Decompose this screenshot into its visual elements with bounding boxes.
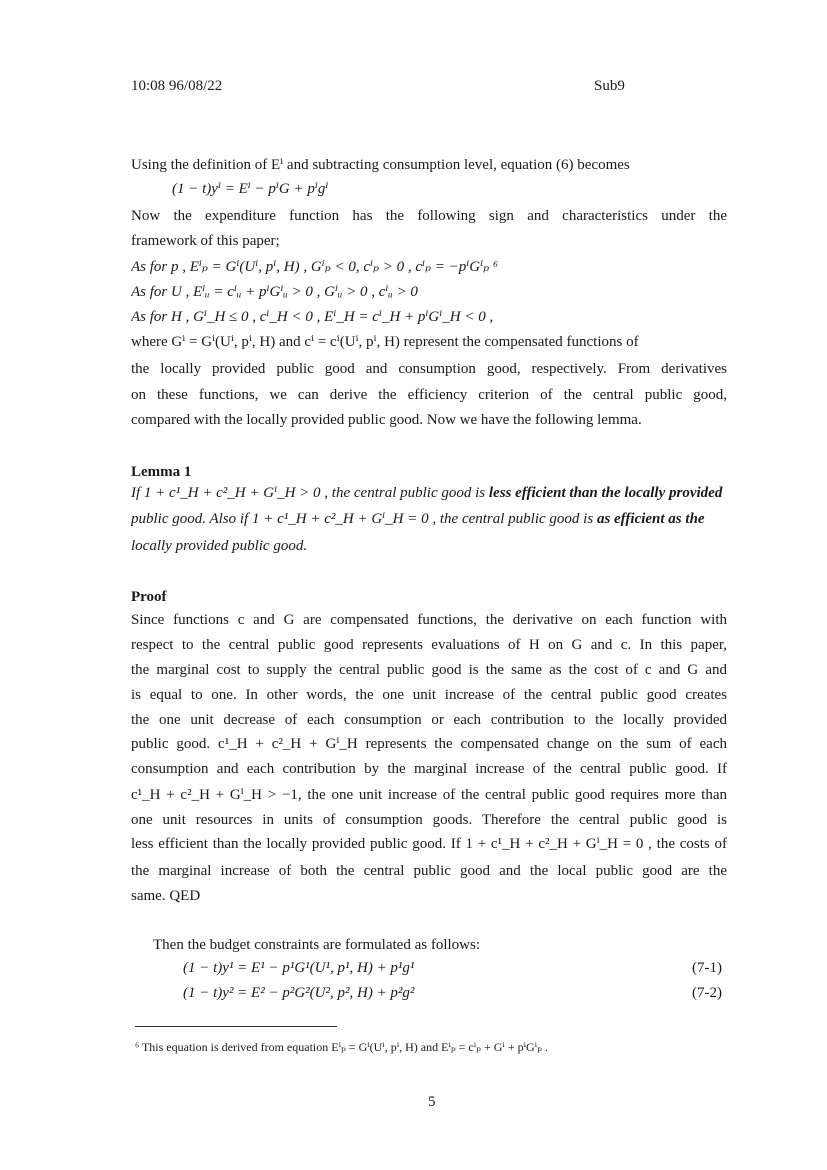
para1-line2: Now the expenditure function has the following sign and characteristics under the bbox=[131, 208, 727, 224]
lemma-title: Lemma 1 bbox=[131, 464, 192, 480]
proof-line: respect to the central public good represents evaluations of H on G and c. In this paper, bbox=[131, 637, 727, 653]
lemma-line3: locally provided public good. bbox=[131, 538, 308, 554]
footnote-rule bbox=[135, 1026, 337, 1027]
equation-7-2-number: (7-2) bbox=[692, 985, 722, 1001]
proof-line: public good. c¹_H + c²_H + Gⁱ_H represents the compensated change on the sum of each bbox=[131, 736, 727, 752]
proof-line: less efficient than the locally provided public good. If 1 + c¹_H + c²_H + Gⁱ_H = 0 , the costs of bbox=[131, 836, 727, 852]
equation-7-1: (1 − t)y¹ = E¹ − p¹G¹(U¹, p¹, H) + p¹g¹ bbox=[183, 960, 415, 976]
page-number: 5 bbox=[428, 1094, 436, 1110]
proof-line: c¹_H + c²_H + Gⁱ_H > −1, the one unit increase of the central public good requires more than bbox=[131, 787, 727, 803]
lemma-line2 bbox=[131, 506, 727, 532]
proof-qed: same. QED bbox=[131, 888, 201, 904]
equation-7-1-number: (7-1) bbox=[692, 960, 722, 976]
budget-intro: Then the budget constraints are formulated as follows: bbox=[153, 937, 480, 953]
lemma-emphasis-2: as efficient as the bbox=[596, 511, 705, 527]
para1-line1: Using the definition of Eⁱ and subtracting consumption level, equation (6) becomes bbox=[131, 157, 630, 173]
equation-6-rewritten: (1 − t)yⁱ = Eⁱ − pⁱG + pⁱgⁱ bbox=[172, 181, 329, 197]
condition-u: As for U , Eⁱᵤ = cⁱᵤ + pⁱGⁱᵤ > 0 , Gⁱᵤ > 0 , cⁱᵤ > 0 bbox=[131, 284, 418, 300]
para1-line5: the locally provided public good and consumption good, respectively. From derivatives bbox=[131, 361, 727, 377]
proof-line: is equal to one. In other words, the one unit increase of the central public good creates bbox=[131, 687, 727, 703]
proof-line: the one unit decrease of each consumption or each contribution to the locally provided bbox=[131, 712, 727, 728]
para1-line3: framework of this paper; bbox=[131, 233, 280, 249]
proof-line: the marginal increase of both the central public good and the local public good are the bbox=[131, 863, 727, 879]
proof-line: Since functions c and G are compensated functions, the derivative on each function with bbox=[131, 612, 727, 628]
condition-h: As for H , Gⁱ_H ≤ 0 , cⁱ_H < 0 , Eⁱ_H = cⁱ_H + pⁱGⁱ_H < 0 , bbox=[131, 309, 494, 325]
lemma-line2-text: public good. Also if 1 + c¹_H + c²_H + Gⁱ_H = 0 , the central public good is bbox=[131, 511, 597, 527]
lemma-emphasis-1: less efficient than the locally provided bbox=[488, 485, 723, 501]
para1-line4: where Gⁱ = Gⁱ(Uⁱ, pⁱ, H) and cⁱ = cⁱ(Uⁱ, pⁱ, H) represent the compensated functions of bbox=[131, 334, 639, 350]
header-doc-id: Sub9 bbox=[594, 78, 625, 94]
proof-title: Proof bbox=[131, 589, 167, 605]
lemma-line1 bbox=[131, 480, 727, 506]
equation-7-2: (1 − t)y² = E² − p²G²(U², p², H) + p²g² bbox=[183, 985, 415, 1001]
lemma-line1-text: If 1 + c¹_H + c²_H + Gⁱ_H > 0 , the central public good is bbox=[131, 485, 489, 501]
header-timestamp: 10:08 96/08/22 bbox=[131, 78, 223, 94]
proof-line: one unit resources in units of consumption goods. Therefore the central public good is bbox=[131, 812, 727, 828]
para1-line7: compared with the locally provided public good. Now we have the following lemma. bbox=[131, 412, 642, 428]
footnote-6: ⁶ This equation is derived from equation Eⁱₚ = Gⁱ(Uⁱ, pⁱ, H) and Eⁱₚ = cⁱₚ + Gⁱ + pⁱGⁱₚ . bbox=[135, 1040, 548, 1054]
para1-line6: on these functions, we can derive the efficiency criterion of the central public good, bbox=[131, 387, 727, 403]
proof-line: the marginal cost to supply the central public good is the same as the cost of c and G and bbox=[131, 662, 727, 678]
condition-p: As for p , Eⁱₚ = Gⁱ(Uⁱ, pⁱ, H) , Gⁱₚ < 0, cⁱₚ > 0 , cⁱₚ = −pⁱGⁱₚ ⁶ bbox=[131, 259, 499, 275]
proof-line: consumption and each contribution by the marginal increase of the central public good. If bbox=[131, 761, 727, 777]
